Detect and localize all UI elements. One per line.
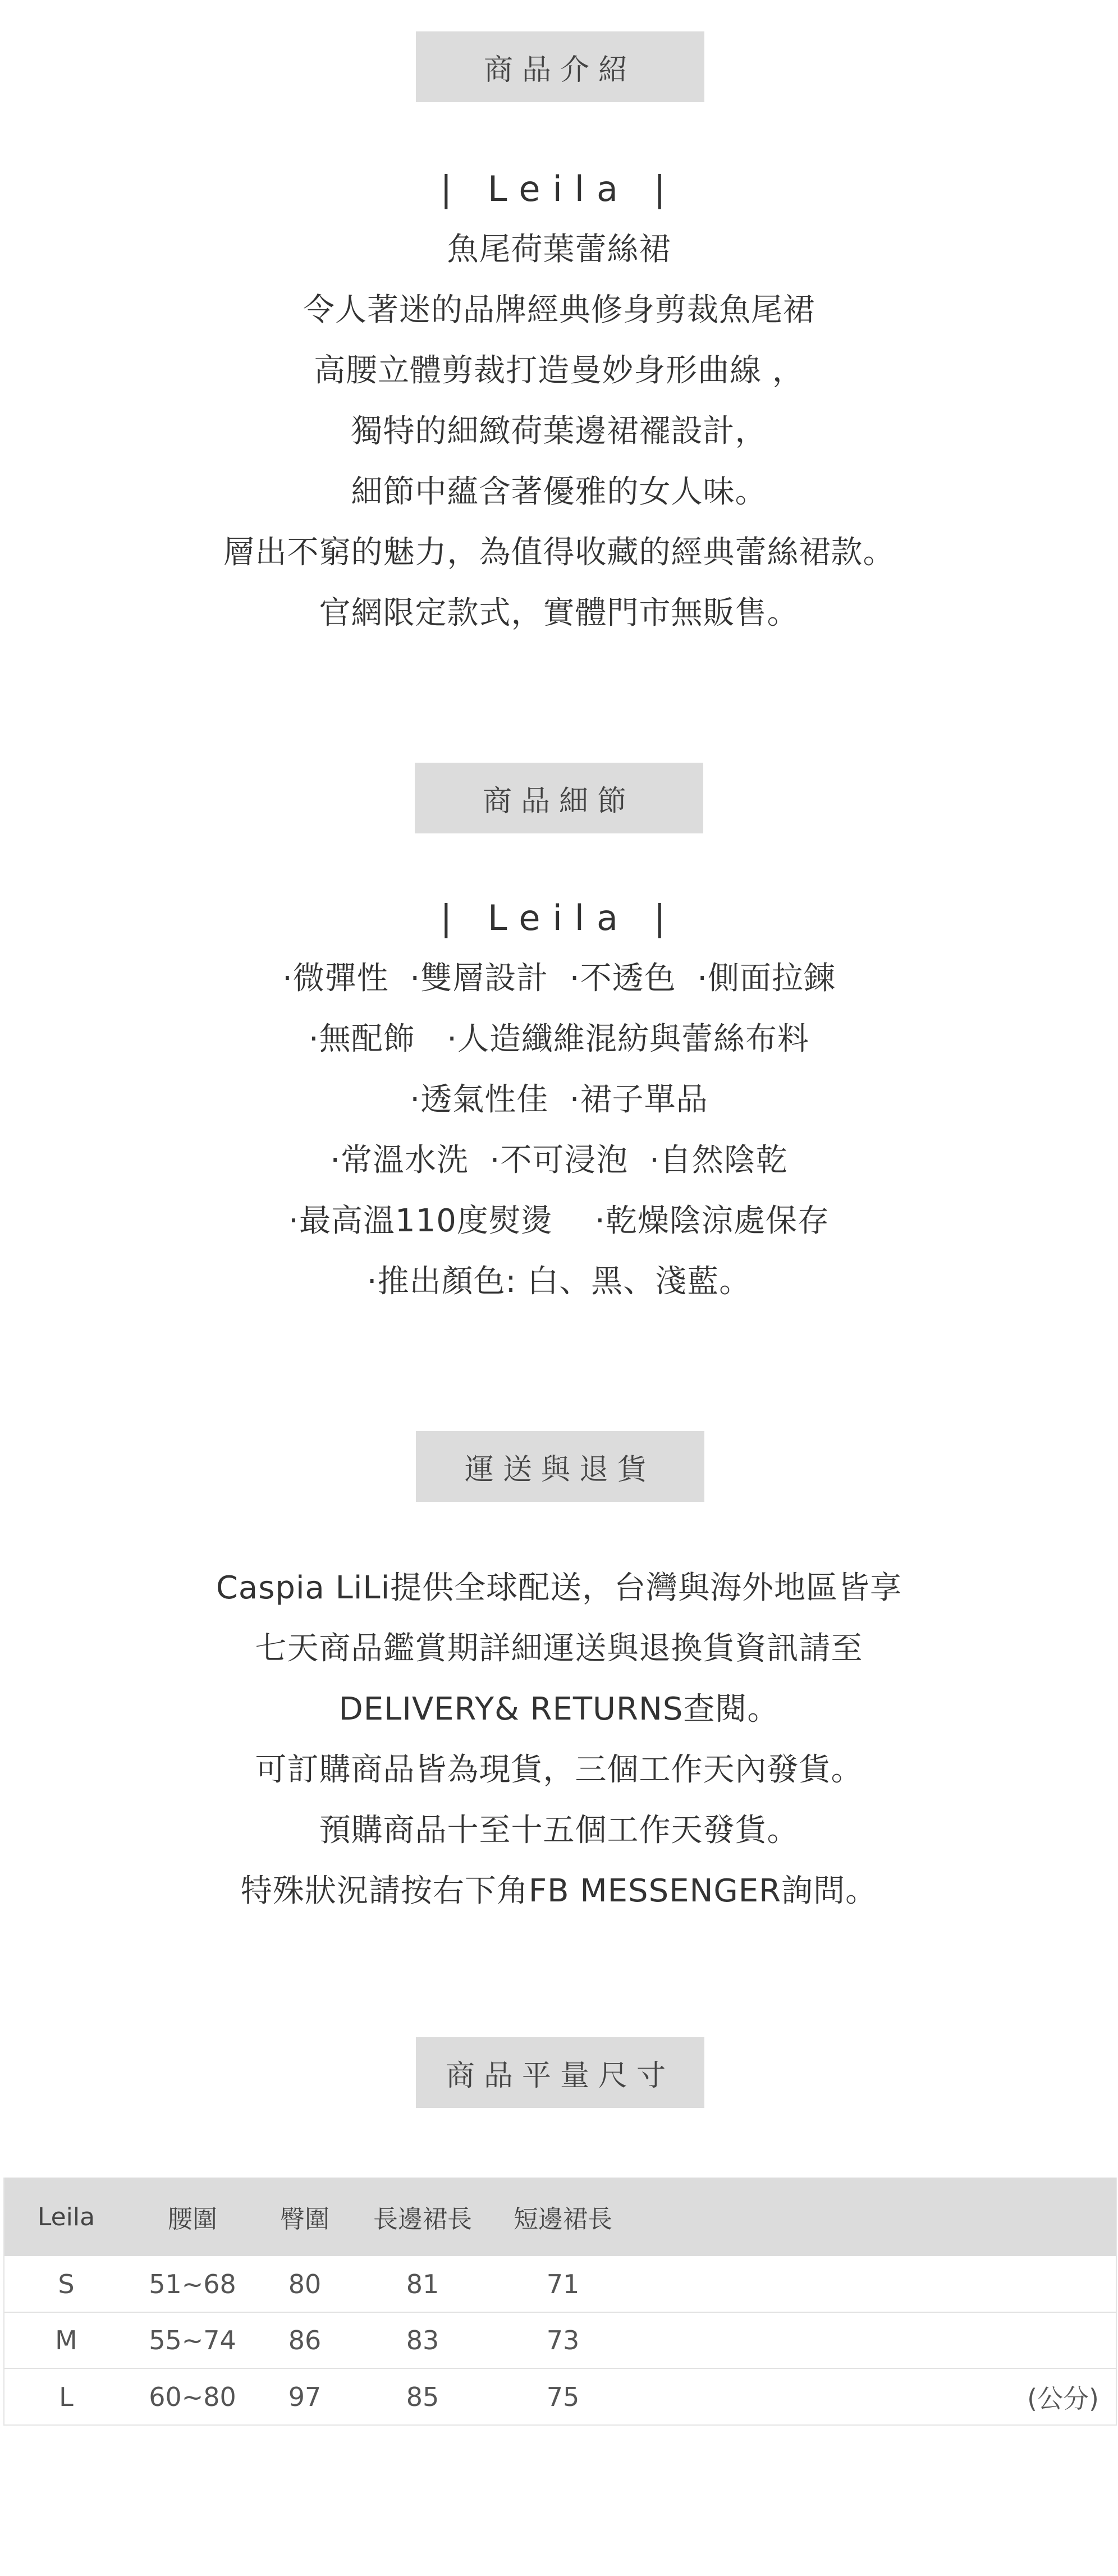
- size-cell: S: [58, 2268, 75, 2299]
- section-title-shipping: 運送與退貨: [464, 1452, 656, 1487]
- section-header-size: [416, 2037, 704, 2108]
- details-line: ·無配飾 ·人造纖維混紡與蕾絲布料: [308, 1021, 809, 1057]
- size-table-header: 腰圍: [168, 2205, 217, 2234]
- size-table-header: [633, 2178, 1116, 2256]
- size-cell: 73: [546, 2325, 580, 2355]
- size-table: [3, 2178, 1117, 2426]
- size-cell: 55~74: [149, 2325, 236, 2355]
- details-line: ·推出顏色: 白、黑、淺藍。: [366, 1263, 752, 1300]
- details-line: ·微彈性 ·雙層設計 ·不透色 ·側面拉鍊: [282, 960, 836, 997]
- size-cell: 60~80: [149, 2381, 236, 2412]
- details-line: ·常溫水洗 ·不可浸泡 ·自然陰乾: [330, 1142, 788, 1179]
- intro-line: 魚尾荷葉蕾絲裙: [447, 231, 671, 268]
- section-title-intro: 商品介紹: [483, 53, 636, 87]
- size-cell: [633, 2256, 1116, 2312]
- intro-line: 獨特的細緻荷葉邊裙襬設計，: [351, 413, 767, 450]
- size-cell: 75: [546, 2381, 580, 2412]
- intro-line: 官網限定款式，實體門市無販售。: [319, 595, 799, 631]
- brand-label: | Leila |: [440, 897, 678, 938]
- shipping-line: 預購商品十至十五個工作天發貨。: [319, 1812, 799, 1849]
- size-cell: [633, 2312, 1116, 2368]
- size-cell: 97: [288, 2381, 322, 2412]
- brand-label: | Leila |: [440, 168, 678, 209]
- section-header-intro: [416, 31, 704, 102]
- details-line: ·最高溫110度熨燙 ·乾燥陰涼處保存: [288, 1203, 830, 1239]
- shipping-line: Caspia LiLi提供全球配送，台灣與海外地區皆享: [216, 1570, 902, 1606]
- size-table-header-row: [4, 2178, 1116, 2256]
- size-table-header: 長邊裙長: [373, 2205, 472, 2234]
- intro-line: 令人著迷的品牌經典修身剪裁魚尾裙: [303, 292, 815, 328]
- size-cell: 80: [288, 2268, 322, 2299]
- unit-label: (公分): [1027, 2383, 1099, 2414]
- size-cell: M: [55, 2325, 77, 2355]
- section-header-shipping: [416, 1431, 704, 1502]
- shipping-line: 特殊狀況請按右下角FB MESSENGER詢問。: [240, 1873, 878, 1909]
- size-table-header: Leila: [37, 2202, 95, 2231]
- size-cell: 71: [546, 2268, 580, 2299]
- shipping-line: 七天商品鑑賞期詳細運送與退換貨資訊請至: [255, 1630, 863, 1667]
- shipping-line: DELIVERY& RETURNS查閱。: [338, 1691, 780, 1727]
- size-table-header: 短邊裙長: [514, 2205, 612, 2234]
- size-table-grid: [4, 2178, 1116, 2424]
- table-row: [4, 2256, 1116, 2312]
- shipping-block: [0, 1558, 1118, 1922]
- size-cell: 85: [406, 2381, 439, 2412]
- size-cell: L: [59, 2381, 74, 2412]
- details-block: [0, 888, 1118, 1312]
- details-line: ·透氣性佳 ·裙子單品: [410, 1081, 708, 1118]
- size-cell: 86: [288, 2325, 322, 2355]
- shipping-line: 可訂購商品皆為現貨，三個工作天內發貨。: [255, 1752, 863, 1788]
- table-row: [4, 2368, 1116, 2424]
- size-cell: 81: [406, 2268, 439, 2299]
- size-cell: 51~68: [149, 2268, 236, 2299]
- section-title-size: 商品平量尺寸: [445, 2059, 675, 2093]
- intro-line: 層出不窮的魅力，為值得收藏的經典蕾絲裙款。: [223, 534, 895, 571]
- size-cell: 83: [406, 2325, 439, 2355]
- table-row: [4, 2312, 1116, 2368]
- size-table-header: 臀圍: [280, 2205, 329, 2234]
- intro-line: 高腰立體剪裁打造曼妙身形曲線 ，: [314, 352, 804, 389]
- section-header-details: [415, 763, 703, 833]
- intro-line: 細節中蘊含著優雅的女人味。: [351, 474, 767, 510]
- section-title-details: 商品細節: [482, 784, 635, 818]
- intro-block: [0, 159, 1118, 644]
